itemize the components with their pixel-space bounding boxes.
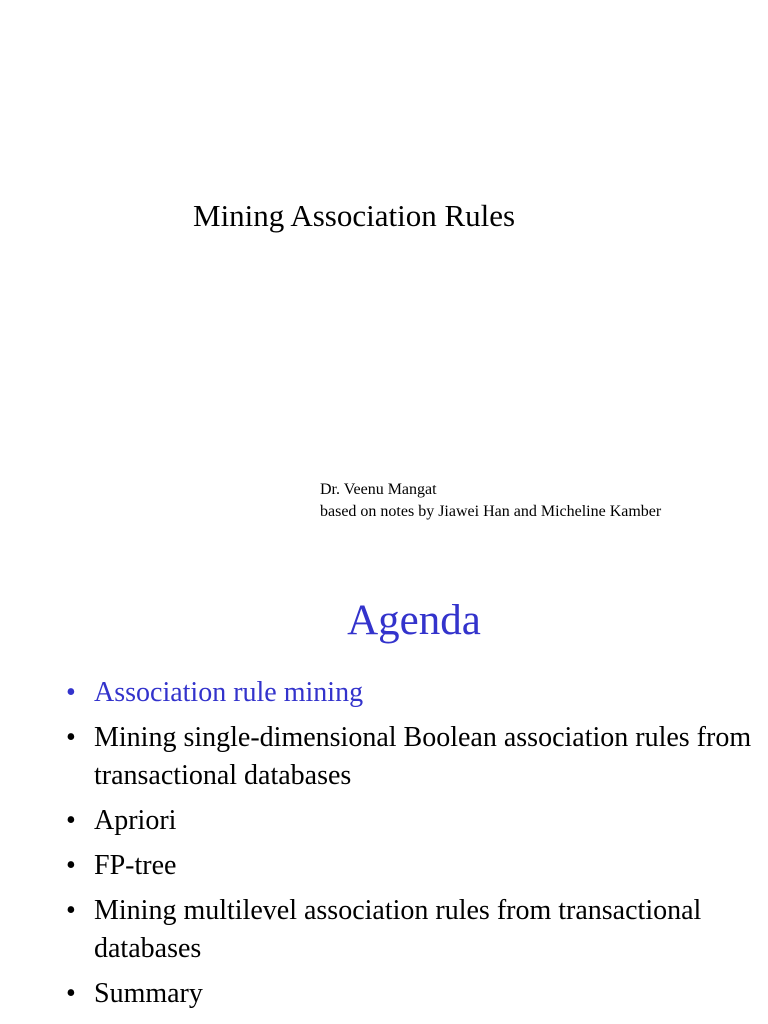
presentation-title: Mining Association Rules [193, 198, 516, 233]
bullet-icon: • [66, 850, 76, 881]
agenda-item-summary [66, 975, 756, 1013]
agenda-item-label: FP-tree [94, 850, 177, 881]
bullet-icon: • [66, 978, 76, 1009]
agenda-item-apriori [66, 802, 756, 840]
author-name: Dr. Veenu Mangat [320, 481, 437, 498]
agenda-item-boolean-rules [66, 719, 756, 795]
agenda-heading: Agenda [347, 597, 481, 644]
bullet-icon: • [66, 677, 76, 708]
attribution-note: based on notes by Jiawei Han and Micheline Kamber [320, 503, 662, 520]
agenda-item-multilevel-rules [66, 892, 756, 968]
agenda-item-association-rule-mining [66, 674, 756, 712]
agenda-item-fp-tree [66, 847, 756, 885]
bullet-icon: • [66, 805, 76, 836]
author-block [320, 479, 661, 523]
bullet-icon: • [66, 895, 76, 926]
agenda-item-label: Mining single-dimensional Boolean association rules from transactional databases [94, 722, 752, 791]
agenda-item-label: Mining multilevel association rules from transactional databases [94, 895, 702, 964]
agenda-item-label: Summary [94, 978, 203, 1009]
agenda-list [66, 674, 756, 1020]
agenda-item-label: Association rule mining [94, 677, 364, 708]
bullet-icon: • [66, 722, 76, 753]
agenda-item-label: Apriori [94, 805, 177, 836]
